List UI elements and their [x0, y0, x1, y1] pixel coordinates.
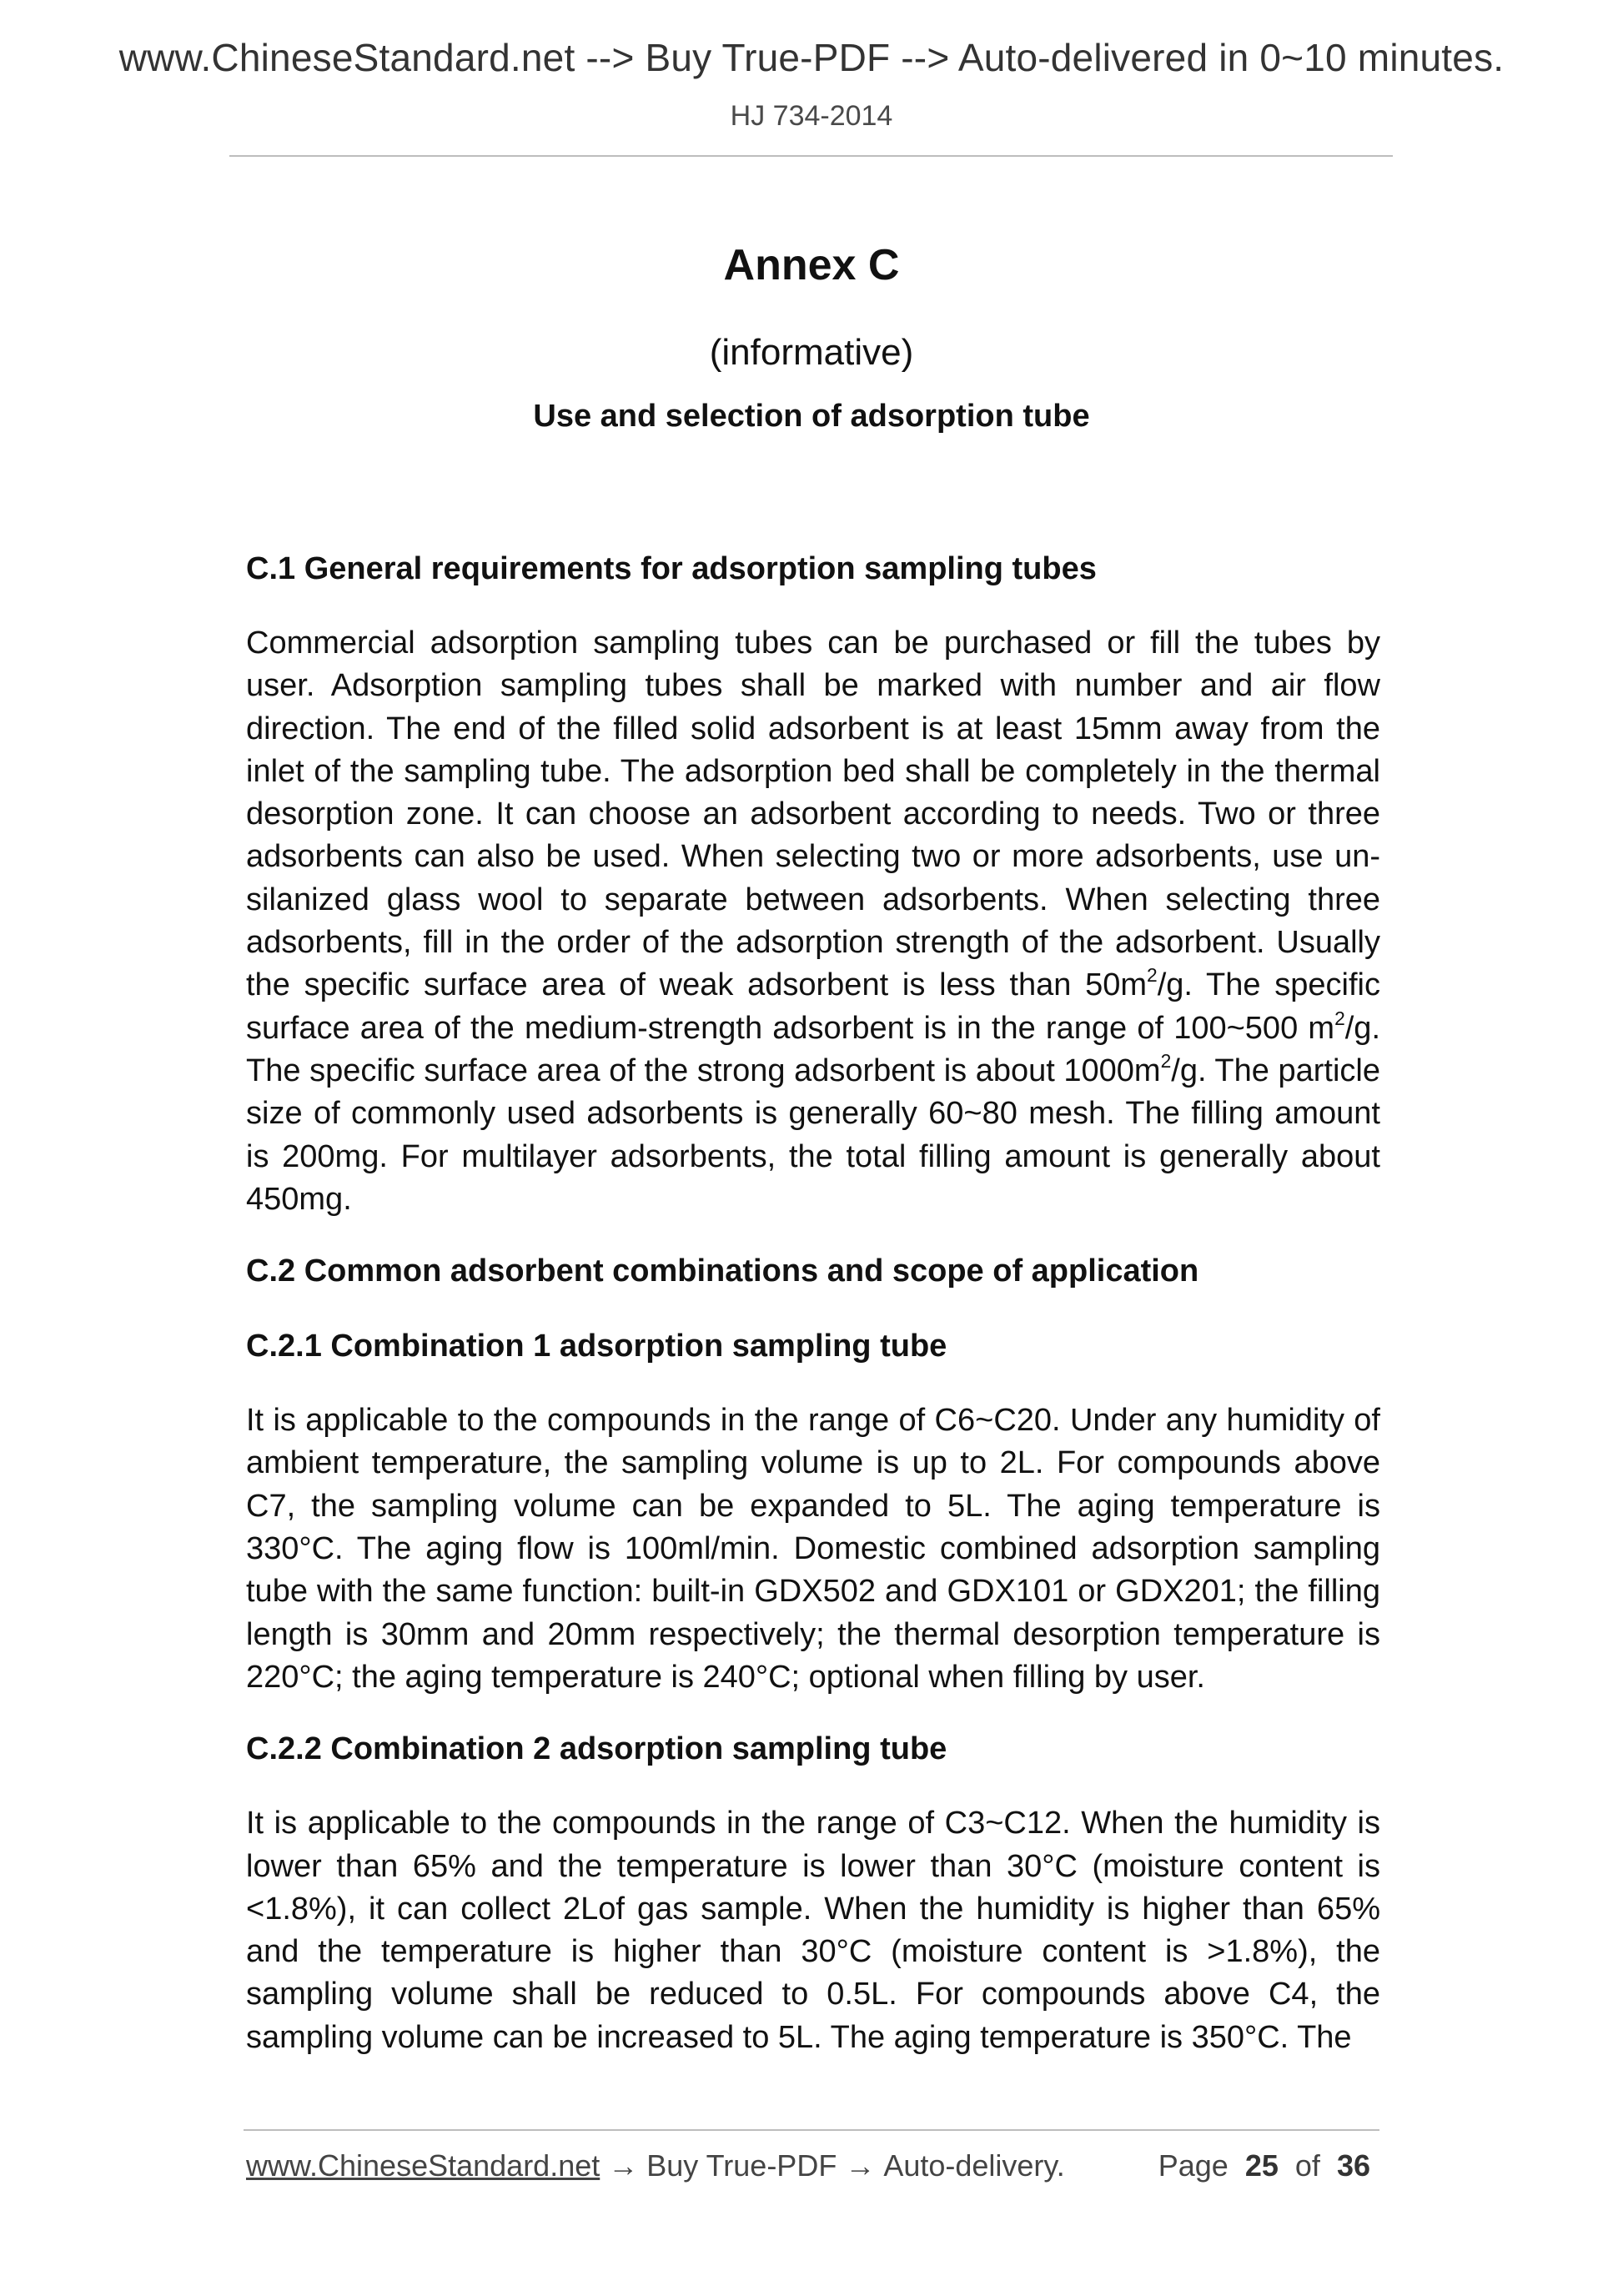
section-heading-c22: C.2.2 Combination 2 adsorption sampling tube [246, 1731, 947, 1767]
current-page: 25 [1244, 2148, 1279, 2183]
section-paragraph-c21: It is applicable to the compounds in the range of C6~C20. Under any humidity of ambient temperature, the sampling volume is up to 2L. For compounds above C7, the sampling volume can be expanded to 5L. The aging temperature is 330°C. The aging flow is 100ml/min. Domestic combined adsorption sampling tube with the same function: built-in GDX502 and GDX101 or GDX201; the filling length is 30mm and 20mm respectively; the thermal desorption temperature is 220°C; the aging temperature is 240°C; optional when filling by user. [246, 1403, 1380, 1695]
arrow-right-icon: → [608, 2148, 639, 2183]
annex-caption: Use and selection of adsorption tube [533, 399, 1090, 434]
main-content [246, 547, 1380, 2059]
annex-title: Annex C [723, 241, 900, 289]
header-divider [229, 155, 1393, 157]
footer-divider [244, 2129, 1379, 2131]
of-label: of [1294, 2148, 1320, 2183]
arrow-right-icon: → [845, 2148, 876, 2183]
annex-subtitle: (informative) [709, 332, 914, 373]
page-label: Page [1158, 2148, 1229, 2183]
superscript: 2 [1147, 964, 1158, 987]
footer-buy-text: Buy True-PDF [646, 2148, 837, 2183]
section-paragraph-c22: It is applicable to the compounds in the range of C3~C12. When the humidity is lower than 65% and the temperature is lower than 30°C (moisture content is <1.8%), it can collect 2Lof gas sample. When the humidity is higher than 65% and the temperature is higher than 30°C (moisture content is >1.8%), the sampling volume shall be reduced to 0.5L. For compounds above C4, the sampling volume can be increased to 5L. The aging temperature is 350°C. The [246, 1806, 1380, 2055]
page-number [1158, 2148, 1370, 2183]
section-heading-c1: C.1 General requirements for adsorption sampling tubes [246, 551, 1097, 586]
paragraph-text: Commercial adsorption sampling tubes can be purchased or fill the tubes by user. Adsorption sampling tubes shall be marked with number and air flow direction. The end of the filled solid adsorbent is at least 15mm away from the inlet of the sampling tube. The adsorption bed shall be completely in the thermal desorption zone. It can choose an adsorbent according to needs. Two or three adsorbents can also be used. When selecting two or more adsorbents, use un-silanized glass wool to separate between adsorbents. When selecting three adsorbents, fill in the order of the adsorption strength of the adsorbent. Usually the specific surface area of weak adsorbent is less than 50m [246, 625, 1380, 1003]
top-banner[interactable]: www.ChineseStandard.net --> Buy True-PDF --> Auto-delivered in 0~10 minutes. [118, 36, 1505, 79]
section-heading-c21: C.2.1 Combination 1 adsorption sampling tube [246, 1329, 947, 1364]
footer-site-link[interactable]: www.ChineseStandard.net [246, 2148, 600, 2183]
section-paragraph-c1 [246, 622, 1380, 1221]
page-footer [246, 2148, 1380, 2190]
paragraph-text: /g. The particle size of commonly used adsorbents is generally 60~80 mesh. The filling amount is 200mg. For multilayer adsorbents, the total filling amount is generally about 450mg. [246, 1053, 1380, 1217]
document-code: HJ 734-2014 [730, 100, 893, 132]
section-heading-c2: C.2 Common adsorbent combinations and scope of application [246, 1254, 1199, 1289]
paragraph-text: /g. The specific surface area of the medium-strength adsorbent is in the range of 100~500 m [246, 967, 1380, 1046]
superscript: 2 [1334, 1007, 1345, 1029]
footer-delivery-text: Auto-delivery. [883, 2148, 1065, 2183]
superscript: 2 [1160, 1050, 1172, 1073]
paragraph-text: /g. The specific surface area of the strong adsorbent is about 1000m [246, 1010, 1380, 1088]
footer-links [246, 2148, 1065, 2183]
total-pages: 36 [1336, 2148, 1370, 2183]
